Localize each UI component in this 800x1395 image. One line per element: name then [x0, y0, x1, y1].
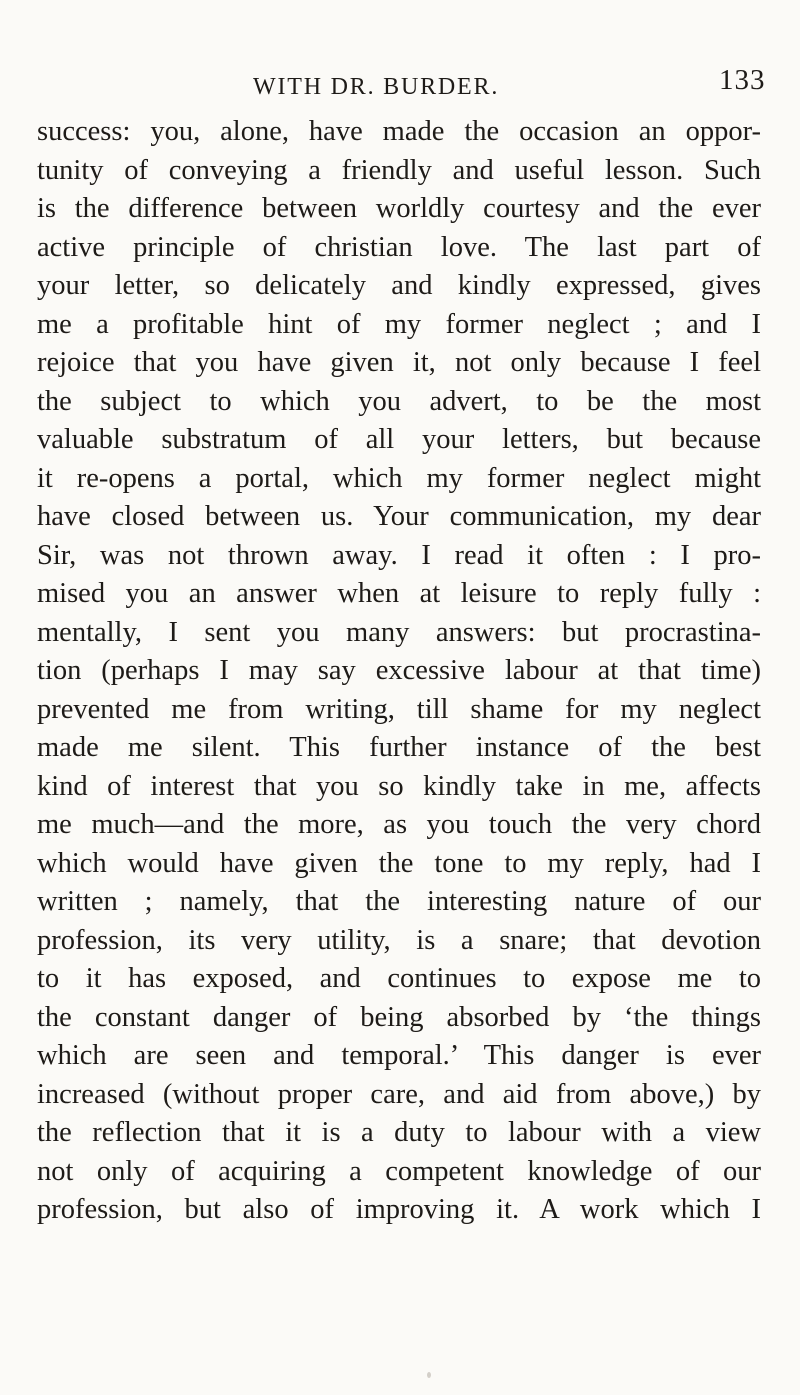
text-line: Sir, was not thrown away. I read it often : I pro- — [37, 539, 761, 571]
text-line: me much—and the more, as you touch the very chord — [37, 809, 761, 840]
text-line: it re-opens a portal, which my former neglect might — [37, 462, 761, 494]
text-line: written ; namely, that the interesting nature of our — [37, 886, 761, 917]
text-line: prevented me from writing, till shame for my neglect — [37, 693, 761, 725]
text-line: the subject to which you advert, to be the most — [37, 385, 761, 417]
text-line: rejoice that you have given it, not only because I feel — [37, 347, 761, 378]
text-line: mentally, I sent you many answers: but procrastina- — [37, 616, 761, 648]
running-head-title: WITH DR. BURDER. — [253, 74, 500, 100]
text-line: which would have given the tone to my reply, had I — [37, 847, 761, 879]
page-number: 133 — [719, 64, 766, 96]
text-line: valuable substratum of all your letters, but because — [37, 424, 761, 455]
text-line: me a profitable hint of my former neglect ; and I — [37, 308, 761, 340]
text-line: active principle of christian love. The last part of — [37, 231, 761, 263]
text-line: mised you an answer when at leisure to reply fully : — [37, 578, 761, 609]
text-line: kind of interest that you so kindly take in me, affects — [37, 770, 761, 802]
text-line: have closed between us. Your communication, my dear — [37, 501, 761, 532]
print-speck — [427, 1372, 431, 1378]
text-line: tion (perhaps I may say excessive labour at that time) — [37, 655, 761, 686]
text-line: success: you, alone, have made the occasion an oppor- — [37, 116, 761, 147]
body-text — [37, 113, 761, 1230]
text-line: made me silent. This further instance of the best — [37, 732, 761, 763]
text-line: tunity of conveying a friendly and useful lesson. Such — [37, 154, 761, 186]
text-line: increased (without proper care, and aid from above,) by — [37, 1078, 761, 1110]
text-line: the constant danger of being absorbed by ‘the things — [37, 1001, 761, 1033]
text-line: your letter, so delicately and kindly expressed, gives — [37, 270, 761, 301]
text-line: is the difference between worldly courtesy and the ever — [37, 193, 761, 224]
text-line: profession, its very utility, is a snare; that devotion — [37, 924, 761, 956]
text-line: not only of acquiring a competent knowledge of our — [37, 1155, 761, 1187]
text-line: the reflection that it is a duty to labour with a view — [37, 1117, 761, 1148]
text-line: which are seen and temporal.’ This danger is ever — [37, 1040, 761, 1071]
running-head — [0, 64, 800, 112]
text-line: profession, but also of improving it. A work which I — [37, 1194, 761, 1225]
text-line: to it has exposed, and continues to expose me to — [37, 963, 761, 994]
